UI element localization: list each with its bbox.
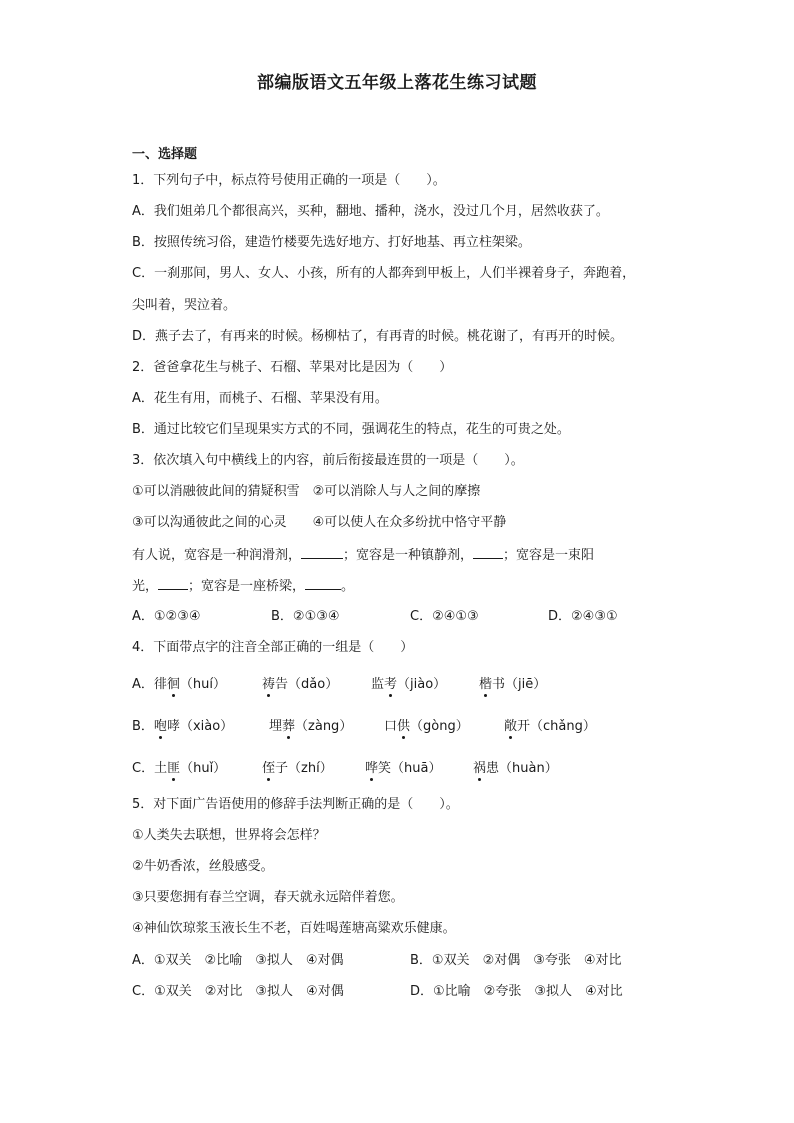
q5-slogan-1: ①人类失去联想，世界将会怎样？	[132, 828, 326, 843]
dotted-char: 葬	[282, 719, 296, 734]
dotted-char: 侄	[262, 761, 276, 776]
q4-a-item	[262, 676, 338, 694]
q5-slogan-4: ④神仙饮琼浆玉液长生不老，百姓喝莲塘高粱欢乐健康。	[132, 921, 456, 936]
q4-a-item	[132, 676, 226, 694]
q2-stem: 2．爸爸拿花生与桃子、石榴、苹果对比是因为（ ）	[132, 360, 453, 375]
q4-c-item	[473, 760, 558, 778]
q3-option-b: B．②①③④	[271, 609, 340, 624]
dotted-char: 哗	[365, 761, 379, 776]
q5-stem: 5．对下面广告语使用的修辞手法判断正确的是（ ）。	[132, 797, 459, 812]
q3-stem: 3．依次填入句中横线上的内容，前后衔接最连贯的一项是（ ）。	[132, 453, 524, 468]
q2-option-b: B．通过比较它们呈现果实方式的不同，强调花生的特点，花生的可贵之处。	[132, 422, 570, 437]
q1-option-c: C．一刹那间，男人、女人、小孩，所有的人都奔到甲板上，人们半裸着身子，奔跑着，	[132, 266, 636, 281]
fill-blank	[305, 576, 341, 590]
q4-text: 口	[384, 719, 398, 734]
q4-text: 告（dǎo）	[275, 677, 339, 692]
q3-option-c: C．②④①③	[410, 609, 479, 624]
dotted-char: 楷	[479, 677, 493, 692]
q4-text: （huí）	[179, 677, 227, 692]
q3-sentence-part: ；宽容是一束阳	[503, 548, 595, 563]
fill-blank	[473, 545, 503, 559]
q5-slogan-3: ③只要您拥有春兰空调，春天就永远陪伴着您。	[132, 890, 404, 905]
dotted-char: 匪	[167, 761, 181, 776]
q5-option-a: A．①双关 ②比喻 ③拟人 ④对偶	[132, 953, 344, 968]
q4-a-item	[479, 676, 546, 694]
section-heading: 一、选择题	[132, 147, 198, 162]
q2-option-a: A．花生有用，而桃子、石榴、苹果没有用。	[132, 391, 388, 406]
q4-text: 子（zhí）	[275, 761, 333, 776]
q4-text: 监	[371, 677, 385, 692]
q4-text: 书（jiē）	[492, 677, 547, 692]
q4-text: 埋	[269, 719, 283, 734]
q4-text: （jiào）	[397, 677, 447, 692]
q1-option-a: A．我们姐弟几个都很高兴，买种，翻地、播种，浇水，没过几个月，居然收获了。	[132, 204, 609, 219]
q3-items-1-2: ①可以消融彼此间的猜疑积雪 ②可以消除人与人之间的摩擦	[132, 484, 481, 499]
q4-text: B．	[132, 719, 154, 734]
q4-c-item	[132, 760, 226, 778]
dotted-char: 考	[384, 677, 398, 692]
q3-items-3-4: ③可以沟通彼此之间的心灵 ④可以使人在众多纷扰中恪守平静	[132, 515, 507, 530]
q3-option-d: D．②④③①	[548, 609, 618, 624]
dotted-char: 徊	[166, 677, 180, 692]
q3-sentence-part: 有人说，宽容是一种润滑剂，	[132, 548, 302, 563]
q1-option-d: D．燕子去了，有再来的时候。杨柳枯了，有再青的时候。桃花谢了，有再开的时候。	[132, 329, 624, 344]
fill-blank	[158, 576, 188, 590]
q4-a-item	[371, 676, 446, 694]
q5-option-b: B．①双关 ②对偶 ③夸张 ④对比	[410, 953, 622, 968]
dotted-char: 咆	[153, 719, 167, 734]
q4-text: 笑（huā）	[378, 761, 442, 776]
q1-option-b: B．按照传统习俗，建造竹楼要先选好地方、打好地基、再立柱架梁。	[132, 235, 531, 250]
fill-blank	[301, 545, 343, 559]
q1-option-c-cont: 尖叫着，哭泣着。	[132, 298, 237, 313]
q5-option-c: C．①双关 ②对比 ③拟人 ④对偶	[132, 984, 344, 999]
q4-text: C．土	[132, 761, 168, 776]
q4-text: 哮（xiào）	[166, 719, 234, 734]
q4-b-item	[132, 718, 233, 736]
dotted-char: 祷	[262, 677, 276, 692]
q4-b-item	[384, 718, 469, 736]
q5-option-d: D．①比喻 ②夸张 ③拟人 ④对比	[410, 984, 623, 999]
q4-text: （huǐ）	[180, 761, 227, 776]
page-title: 部编版语文五年级上落花生练习试题	[257, 73, 537, 93]
q4-b-item	[269, 718, 352, 736]
q1-stem: 1．下列句子中，标点符号使用正确的一项是（ ）。	[132, 173, 446, 188]
q4-text: （zàng）	[295, 719, 353, 734]
q4-text: （gòng）	[410, 719, 469, 734]
q3-sentence-part: 。	[341, 579, 355, 594]
q4-text: 患（huàn）	[486, 761, 558, 776]
dotted-char: 供	[397, 719, 411, 734]
q4-c-item	[262, 760, 333, 778]
q3-option-a: A．①②③④	[132, 609, 201, 624]
q3-sentence-line1	[132, 545, 594, 565]
q5-slogan-2: ②牛奶香浓，丝般感受。	[132, 859, 274, 874]
q4-stem: 4．下面带点字的注音全部正确的一组是（ ）	[132, 640, 414, 655]
q3-sentence-line2	[132, 576, 354, 596]
dotted-char: 敞	[504, 719, 518, 734]
q4-b-item	[504, 718, 596, 736]
q4-c-item	[365, 760, 441, 778]
q4-text: A．徘	[132, 677, 167, 692]
dotted-char: 祸	[473, 761, 487, 776]
q3-sentence-part: ；宽容是一种镇静剂，	[343, 548, 474, 563]
q3-sentence-part: 光，	[132, 579, 159, 594]
q3-sentence-part: ；宽容是一座桥梁，	[188, 579, 306, 594]
q4-text: 开（chǎng）	[517, 719, 596, 734]
